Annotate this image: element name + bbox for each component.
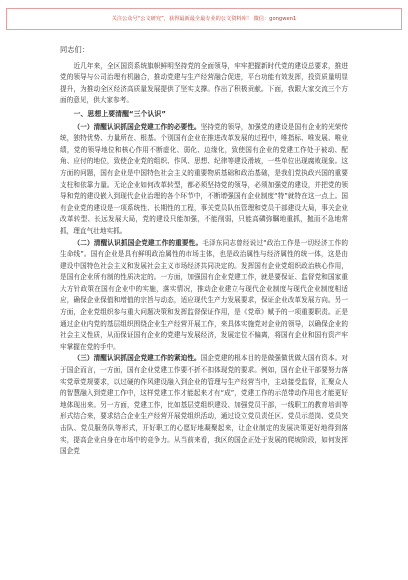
intro-paragraph: 近几年来，全区国资系统旗帜鲜明坚持党的全面领导，牢牢把握新时代党的建设总要求，推进党的领导与公司治理有机融合，推动党建与生产经营融合促进，平台功能有效发挥，投资质量明显提升，为推动全区经济高质量发展提供了坚实支撑。作出了积极贡献。下面，我跟大家交流三个方面的意见，供大家参考。 bbox=[60, 61, 348, 105]
promo-banner: 关注公众号“公文研究”，获得最新最全最专业的公文资料库！ 微信：gongwen1 bbox=[6, 8, 402, 30]
subsection-2-text: 毛泽东同志曾经说过“政治工作是一切经济工作的生命线”。国有企业是具有鲜明政治属性的市场主体，也是政治属性与经济属性的统一体，这是由建设中国特色社会主义和发展社会主义市场经济共同决定的。发挥国有企业党组织政治核心作用，是国有企业所有制的性质决定的。一方面，加强国有企业党建工作，就是要保证、监督党和国家重大方针政策在国有企业中的实施，落实情况，推动企业建立与现代企业制度与现代企业制度相适应，确保企业保值和增值的宗旨与动态，适应现代生产力发展要求，保证企业改革发展方向。另一方面，企业党组织参与重大问题决策和发挥监督保证作用，是《党章》赋予的一项重要职责。正是通过企业内党的基层组织围绕企业生产经营开展工作，来具体实施党对企业的领导，以确保企业的社会主义性质，从而保证国有企业的党建与发展经济，发展定位不偏离，将国有企业和国有资产牢牢掌握在党的手中。 bbox=[60, 238, 349, 351]
subsection-1-text: 坚持党的领导，加强党的建设是国有企业的光荣传统，独特优势、力量所在、根基。个别国有企业在推进改革发展的过程中，唯指标、唯发展、唯业绩，党的领导地位和核心作用不断虚化、弱化、边缘化，致使国有企业的党建工作处于被动、配角、应付的地位，致使企业党的组织、作风、思想、纪律等建设滑坡，一些单位出现腐败现象。这方面的问题，国有企业是中国特色社会主义的重要物质基础和政治基础，是我们党执政兴国的重要支柱和依靠力量。无论企业如何改革转型，都必须坚持党的领导，必须加强党的建设，并把党的领导和党的建设嵌入到现代企业治理的各个环节中，不断增强国有企业制度“特”就特在这一点上。国有企业党的建设是一项系统性、长期性的工程，事关党员队伍管理和党员干部建设大局，事关企业改革转型、长远发展大局，党的建设只能加强，不能削弱，只能高磷弥瞩地重抓，抛而不急地常抓，理直气壮地实抓。 bbox=[60, 122, 348, 235]
subsection-3-paragraph bbox=[60, 353, 348, 457]
subsection-2-title: （二）清醒认识抓国企党建工作的重要性。 bbox=[73, 238, 203, 247]
document-body bbox=[60, 44, 348, 458]
section-1-title: 一、思想上要清醒“三个认识” bbox=[73, 109, 166, 118]
subsection-1-title: （一）清醒认识抓国企党建工作的必要性。 bbox=[73, 122, 201, 131]
subsection-3-title: （三）清醒认识抓国企党建工作的紧迫性。 bbox=[73, 354, 201, 363]
subsection-2-paragraph bbox=[60, 238, 348, 354]
subsection-1-paragraph bbox=[60, 122, 348, 238]
subsection-3-text: 国企党建的根本目的是做强做优做大国有资本。对于国企而言，一方面，国有企业党建工作要不折不扣体现党的要求。例如，国有企业干部要努力落实党章党规要求，以过硬的作风建设融入到企业的管理与生产经营当中，主动接受监督，汇聚众人的智慧融入到党建工作中，这样党建工作才能起来才有“成”，党建工作的示范带动作用也才能更好地体现出来。另一方面，党建工作，比如基层党组织建设、加强党员干部，一线职工的教育培训等形式结合来，要求结合企业生产经营开展党组织活动，通过设立党员责任区、党员示范岗、党员突击队、党员服务队等形式，开好职工的心愿好地凝聚起来，让企业制定的发展决策更好地得到落实，提高企业自身在市场中的竞争力。从当前来看，我区的国企正处于发展的爬坡阶段，如何发挥国企党 bbox=[60, 354, 348, 456]
greeting: 同志们： bbox=[60, 45, 89, 54]
